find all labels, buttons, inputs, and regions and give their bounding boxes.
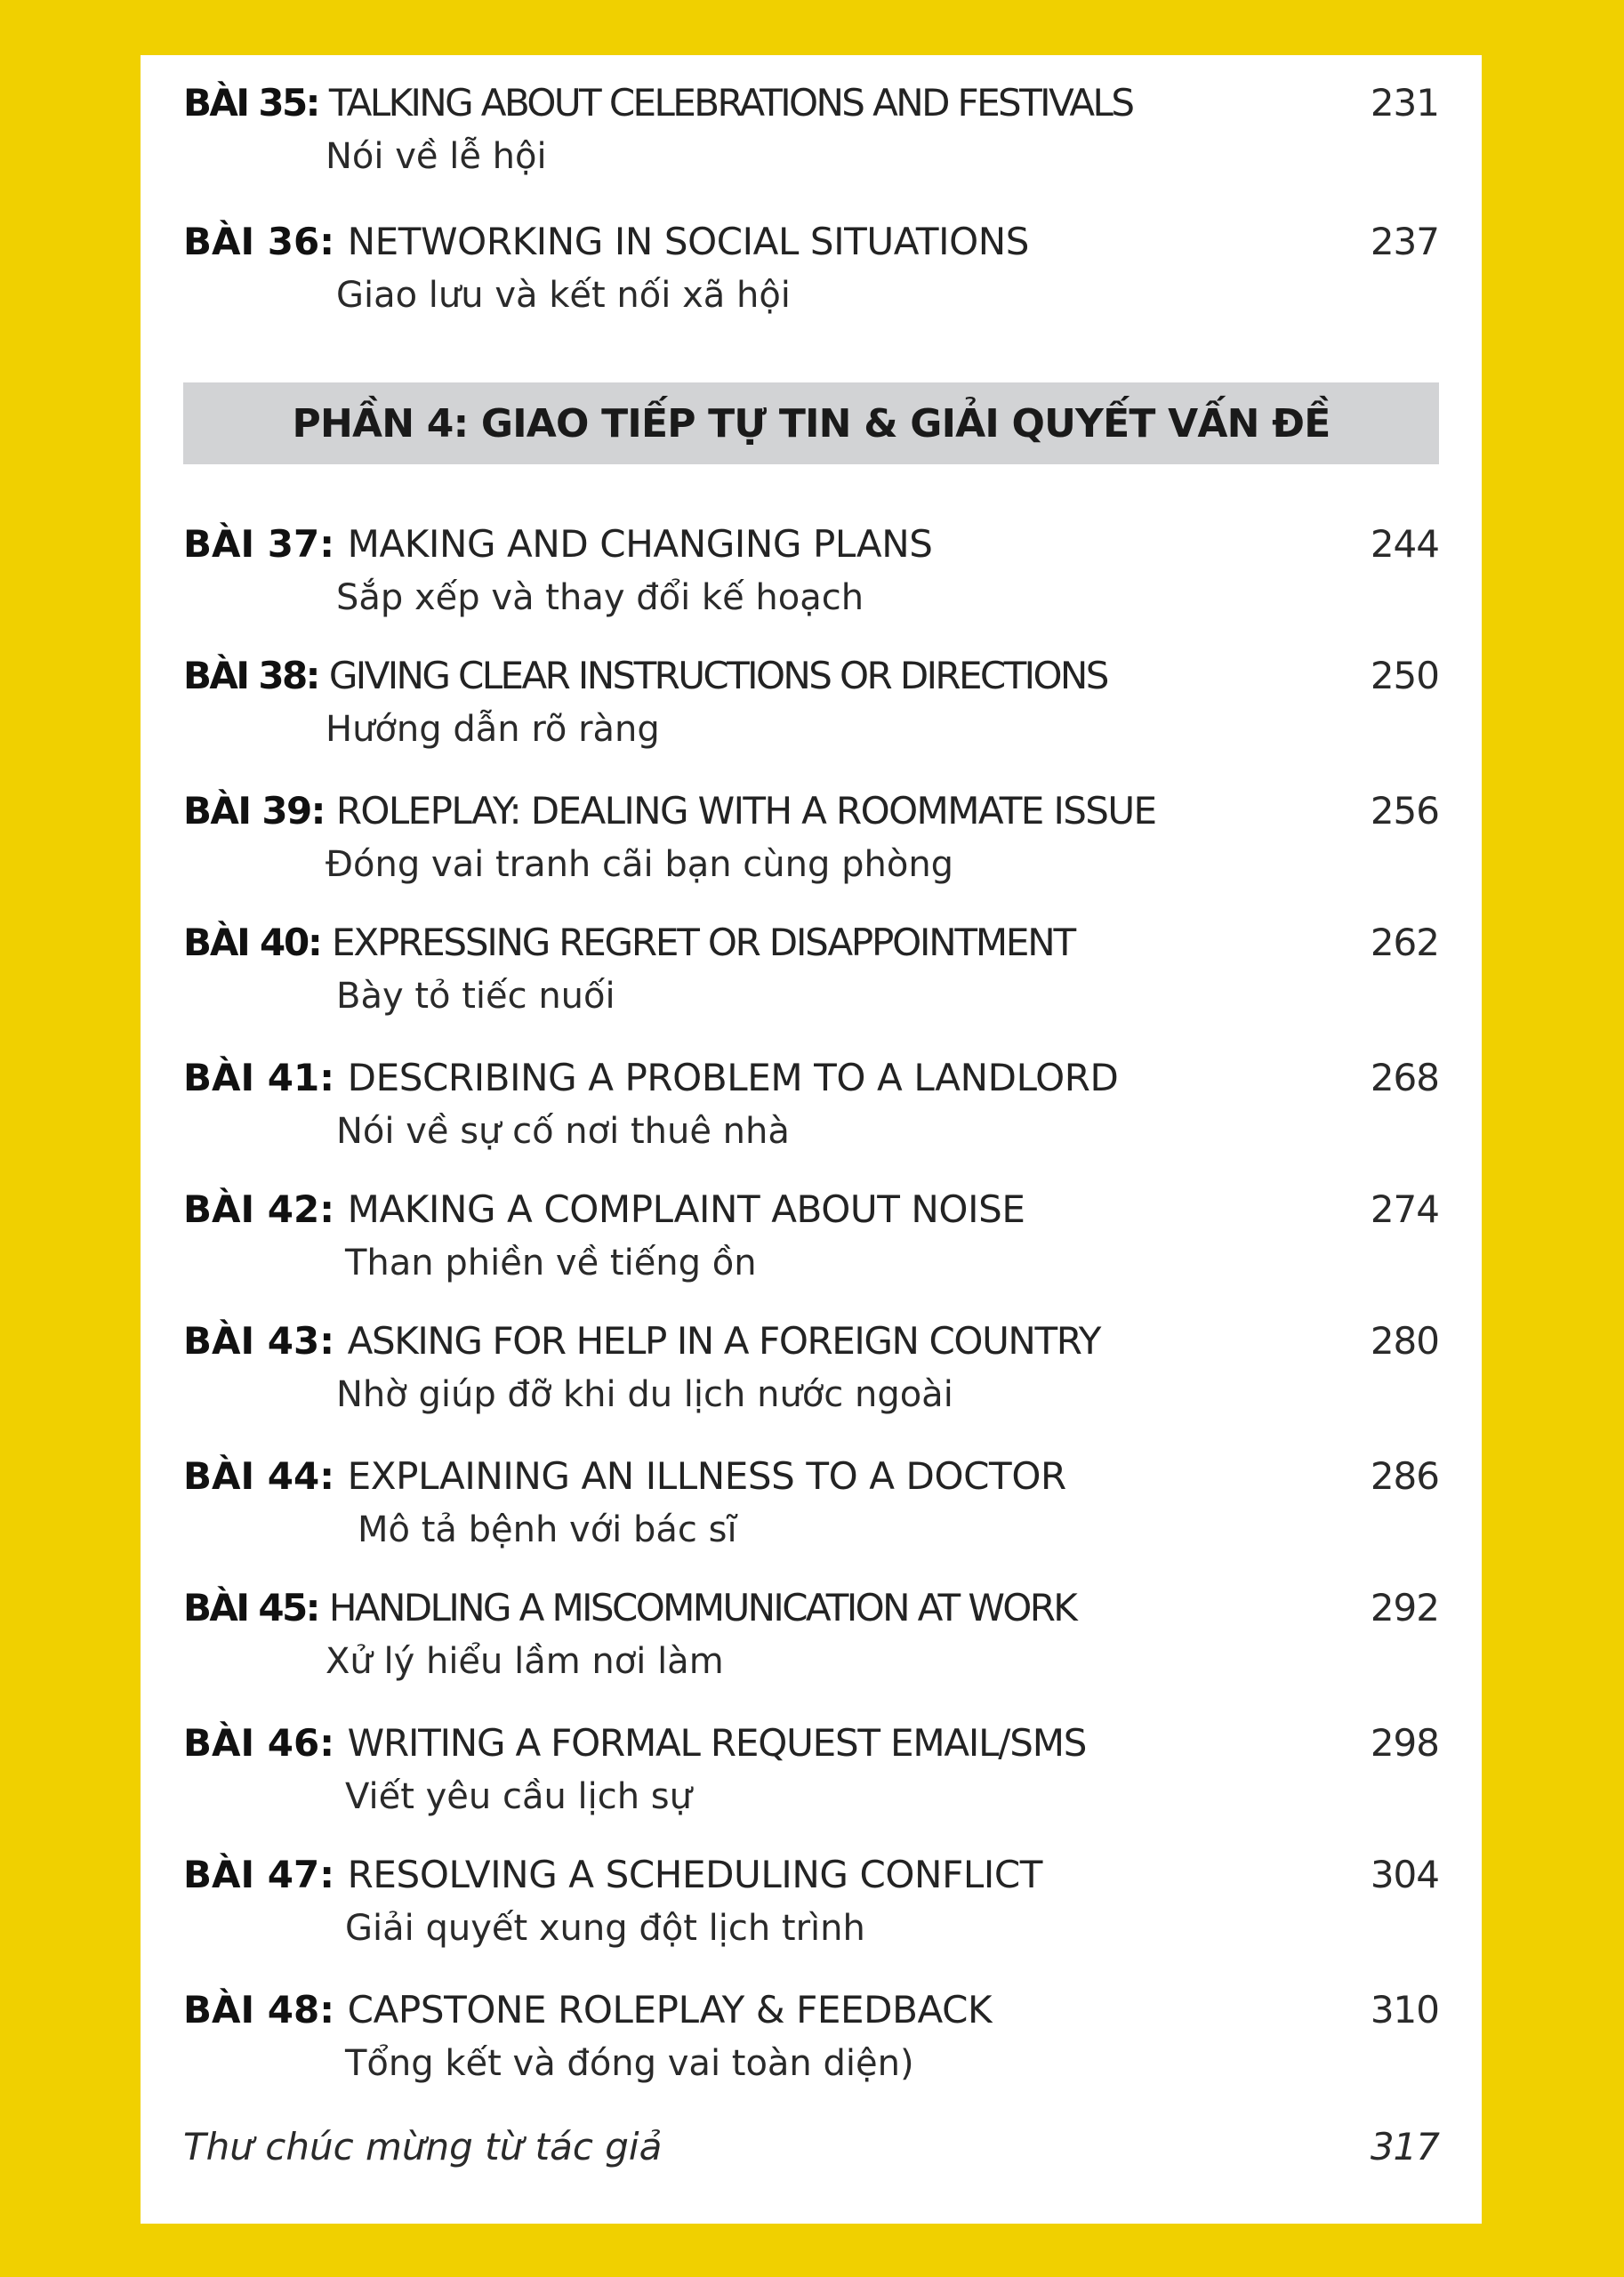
lesson-number: BÀI 36: — [183, 220, 348, 263]
toc-entry-heading — [183, 1183, 1439, 1236]
lesson-title: GIVING CLEAR INSTRUCTIONS OR DIRECTIONS — [328, 654, 1107, 697]
lesson-subtitle: Giao lưu và kết nối xã hội — [336, 275, 791, 316]
toc-entry-closing[interactable] — [183, 2120, 1439, 2174]
lesson-number: BÀI 40: — [183, 921, 333, 964]
lesson-title: HANDLING A MISCOMMUNICATION AT WORK — [328, 1586, 1076, 1629]
lesson-page-number: 244 — [1370, 522, 1439, 566]
lesson-title: EXPRESSING REGRET OR DISAPPOINTMENT — [332, 921, 1074, 964]
lesson-subtitle: Nhờ giúp đỡ khi du lịch nước ngoài — [336, 1374, 953, 1415]
toc-entry-heading — [183, 1983, 1439, 2037]
lesson-number: BÀI 42: — [183, 1187, 348, 1231]
lesson-page-number: 256 — [1370, 789, 1439, 833]
lesson-page-number: 268 — [1370, 1056, 1439, 1099]
lesson-title: TALKING ABOUT CELEBRATIONS AND FESTIVALS — [328, 81, 1133, 125]
closing-title: Thư chúc mừng từ tác giả — [183, 2125, 663, 2168]
lesson-page-number: 237 — [1370, 220, 1439, 263]
lesson-number: BÀI 48: — [183, 1988, 348, 2032]
section-title: PHẦN 4: GIAO TIẾP TỰ TIN & GIẢI QUYẾT VẤN ĐỀ — [292, 400, 1331, 447]
toc-entry-heading — [183, 916, 1439, 970]
lesson-title: EXPLAINING AN ILLNESS TO A DOCTOR — [347, 1454, 1066, 1498]
lesson-page-number: 310 — [1370, 1988, 1439, 2032]
toc-entry-heading — [183, 1450, 1439, 1503]
closing-page-number: 317 — [1370, 2125, 1439, 2168]
toc-entry-heading — [183, 784, 1439, 838]
lesson-subtitle: Nói về lễ hội — [326, 136, 547, 177]
lesson-subtitle: Nói về sự cố nơi thuê nhà — [336, 1111, 790, 1152]
toc-entry-heading — [183, 76, 1439, 130]
lesson-number: BÀI 45: — [183, 1586, 329, 1629]
lesson-number: BÀI 44: — [183, 1454, 348, 1498]
toc-entry-heading — [183, 649, 1439, 703]
lesson-title: WRITING A FORMAL REQUEST EMAIL/SMS — [347, 1721, 1087, 1765]
lesson-page-number: 304 — [1370, 1853, 1439, 1896]
lesson-number: BÀI 43: — [183, 1319, 348, 1363]
lesson-title: RESOLVING A SCHEDULING CONFLICT — [347, 1853, 1042, 1896]
lesson-title: ROLEPLAY: DEALING WITH A ROOMMATE ISSUE — [335, 789, 1156, 833]
toc-entry-heading — [183, 518, 1439, 571]
section-banner — [183, 382, 1439, 464]
lesson-title: CAPSTONE ROLEPLAY & FEEDBACK — [347, 1988, 993, 2032]
lesson-number: BÀI 41: — [183, 1056, 348, 1099]
lesson-subtitle: Mô tả bệnh với bác sĩ — [358, 1509, 737, 1550]
lesson-subtitle: Bày tỏ tiếc nuối — [336, 976, 615, 1017]
lesson-subtitle: Hướng dẫn rõ ràng — [326, 709, 660, 750]
toc-entry-heading — [183, 1581, 1439, 1635]
lesson-page-number: 280 — [1370, 1319, 1439, 1363]
lesson-title: NETWORKING IN SOCIAL SITUATIONS — [347, 220, 1030, 263]
lesson-subtitle: Than phiền về tiếng ồn — [345, 1243, 757, 1283]
toc-entry-heading — [183, 1848, 1439, 1902]
lesson-subtitle: Xử lý hiểu lầm nơi làm — [326, 1641, 724, 1682]
toc-entry-heading — [183, 1717, 1439, 1770]
lesson-page-number: 274 — [1370, 1187, 1439, 1231]
lesson-number: BÀI 35: — [183, 81, 329, 125]
lesson-page-number: 250 — [1370, 654, 1439, 697]
lesson-page-number: 231 — [1370, 81, 1439, 125]
lesson-title: MAKING A COMPLAINT ABOUT NOISE — [347, 1187, 1025, 1231]
lesson-subtitle: Giải quyết xung đột lịch trình — [345, 1908, 865, 1949]
toc-entry-heading — [183, 1315, 1439, 1368]
lesson-subtitle: Viết yêu cầu lịch sự — [345, 1776, 692, 1817]
lesson-number: BÀI 38: — [183, 654, 329, 697]
toc-entry-heading — [183, 1051, 1439, 1105]
lesson-page-number: 298 — [1370, 1721, 1439, 1765]
lesson-number: BÀI 47: — [183, 1853, 348, 1896]
lesson-page-number: 286 — [1370, 1454, 1439, 1498]
lesson-subtitle: Tổng kết và đóng vai toàn diện) — [345, 2043, 914, 2084]
lesson-subtitle: Sắp xếp và thay đổi kế hoạch — [336, 577, 864, 618]
toc-entry-heading — [183, 215, 1439, 269]
lesson-title: ASKING FOR HELP IN A FOREIGN COUNTRY — [347, 1319, 1101, 1363]
lesson-title: DESCRIBING A PROBLEM TO A LANDLORD — [347, 1056, 1119, 1099]
toc-page — [141, 55, 1482, 2224]
lesson-page-number: 262 — [1370, 921, 1439, 964]
lesson-page-number: 292 — [1370, 1586, 1439, 1629]
lesson-title: MAKING AND CHANGING PLANS — [347, 522, 933, 566]
lesson-number: BÀI 37: — [183, 522, 348, 566]
lesson-subtitle: Đóng vai tranh cãi bạn cùng phòng — [326, 844, 954, 885]
lesson-number: BÀI 46: — [183, 1721, 348, 1765]
lesson-number: BÀI 39: — [183, 789, 336, 833]
